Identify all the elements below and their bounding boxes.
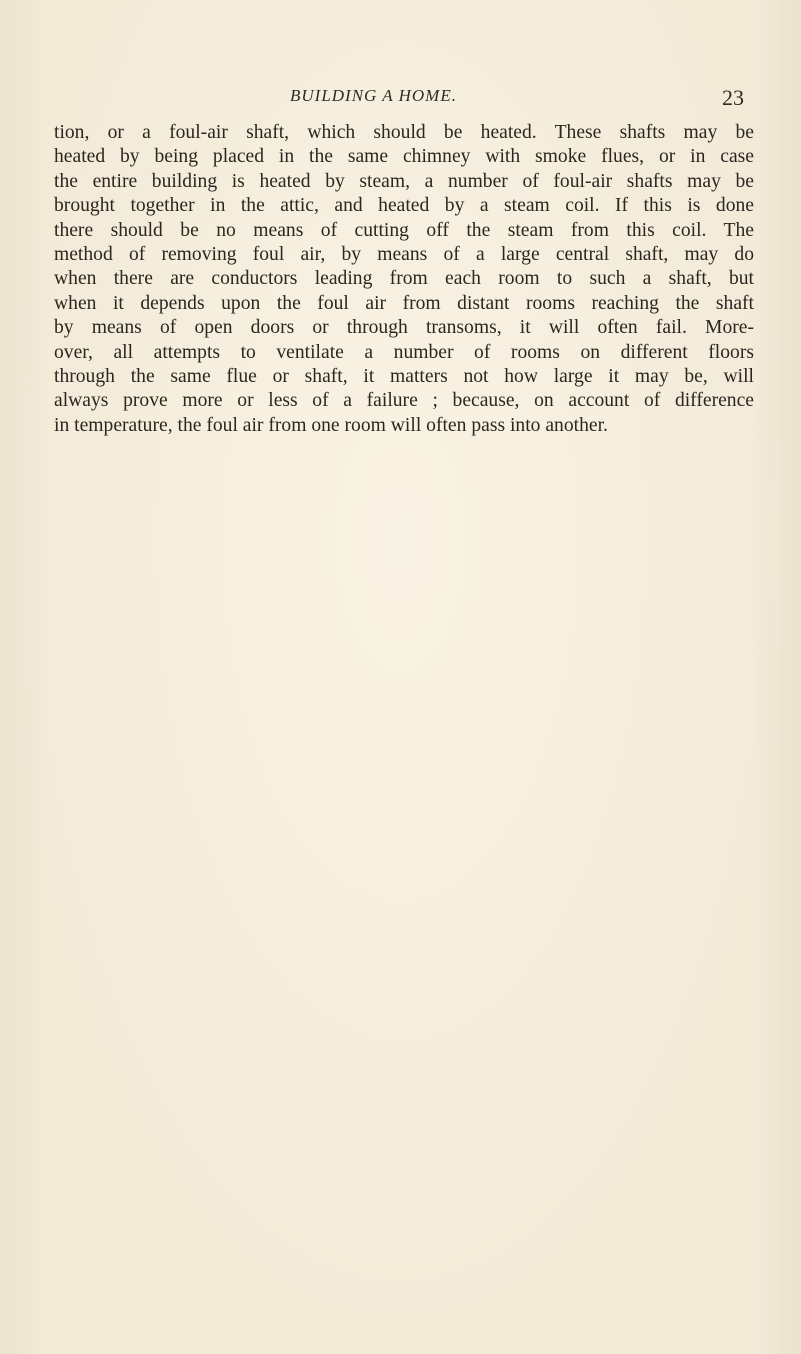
text-line: over, all attempts to ventilate a number of rooms on different floors bbox=[54, 341, 754, 363]
text-line: when there are conductors leading from each room to such a shaft, but bbox=[54, 268, 754, 290]
text-line: the entire building is heated by steam, a number of foul-air shafts may be bbox=[54, 170, 754, 192]
text-line: there should be no means of cutting off the steam from this coil. The bbox=[54, 219, 754, 241]
text-line: tion, or a foul-air shaft, which should be heated. These shafts may be bbox=[54, 122, 754, 143]
text-line: method of removing foul air, by means of a large central shaft, may do bbox=[54, 244, 754, 266]
text-line: brought together in the attic, and heated by a steam coil. If this is done bbox=[54, 195, 754, 217]
text-line: when it depends upon the foul air from distant rooms reaching the shaft bbox=[54, 292, 754, 314]
page-number: 23 bbox=[722, 85, 744, 110]
running-head bbox=[54, 86, 754, 112]
text-line: heated by being placed in the same chimney with smoke flues, or in case bbox=[54, 146, 754, 168]
text-line: in temperature, the foul air from one room will often pass into another. bbox=[54, 414, 608, 436]
text-line: through the same flue or shaft, it matters not how large it may be, will bbox=[54, 366, 754, 388]
body-paragraph bbox=[54, 121, 754, 438]
running-title: BUILDING A HOME. bbox=[290, 86, 457, 105]
text-line: always prove more or less of a failure ; because, on account of difference bbox=[54, 390, 754, 412]
text-line: by means of open doors or through transoms, it will often fail. More- bbox=[54, 317, 754, 339]
